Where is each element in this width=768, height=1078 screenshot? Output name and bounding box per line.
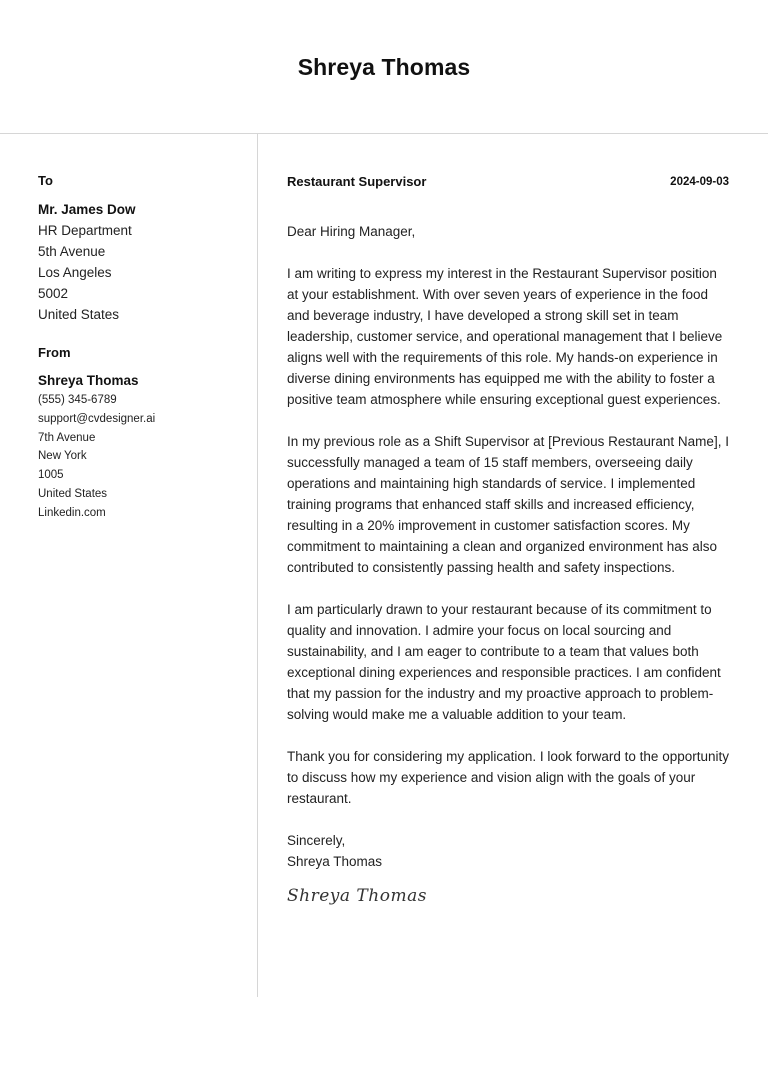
- column-divider: [257, 134, 258, 997]
- recipient-city: Los Angeles: [38, 265, 112, 280]
- greeting: Dear Hiring Manager,: [287, 224, 416, 239]
- recipient-label: To: [38, 173, 53, 188]
- paragraph-2: In my previous role as a Shift Supervisor at [Previous Restaurant Name], I successfully managed a team of 15 staff members, overseeing daily operations and maintaining high standards of service. I implemented training programs that enhanced staff skills and increased efficiency, resulting in a 20% improvement in customer satisfaction scores. My commitment to maintaining a clean and organized environment has also contributed to consistently passing health and safety inspections.: [287, 434, 729, 575]
- sidebar: [38, 170, 243, 523]
- sender-street: 7th Avenue: [38, 431, 96, 444]
- sender-email: support@cvdesigner.ai: [38, 412, 156, 425]
- sender-name: Shreya Thomas: [38, 373, 139, 388]
- sender-label: From: [38, 345, 71, 360]
- signature: Shreya Thomas: [287, 886, 427, 906]
- job-title: Restaurant Supervisor: [287, 174, 427, 189]
- sender-country: United States: [38, 487, 108, 500]
- letter-header-row: [287, 170, 729, 194]
- sender-linkedin: Linkedin.com: [38, 506, 106, 519]
- recipient-zip: 5002: [38, 286, 69, 301]
- paragraph-1: I am writing to express my interest in the Restaurant Supervisor position at your establishment. With over seven years of experience in the food and beverage industry, I have developed a strong skill set in team leadership, customer service, and operational management that I believe aligns well with the requirements of this role. My hands-on experience in diverse dining environments has equipped me with the ability to foster a positive team atmosphere while ensuring exceptional guest experiences.: [287, 266, 723, 407]
- letter-body: [287, 170, 729, 908]
- recipient-street: 5th Avenue: [38, 244, 106, 259]
- paragraph-4: Thank you for considering my application. I look forward to the opportunity to discuss how my experience and vision align with the goals of your restaurant.: [287, 749, 729, 806]
- paragraph-3: I am particularly drawn to your restaurant because of its commitment to quality and innovation. I admire your focus on local sourcing and sustainability, and I am eager to contribute to a team that values both exceptional dining experiences and responsible practices. I am confident that my passion for the industry and my proactive approach to problem-solving would make me a valuable addition to your team.: [287, 602, 721, 722]
- letter-date: 2024-09-03: [670, 176, 729, 188]
- sender-city: New York: [38, 450, 87, 463]
- recipient-country: United States: [38, 307, 120, 322]
- recipient-name: Mr. James Dow: [38, 202, 136, 217]
- header-divider: [0, 133, 768, 134]
- sender-zip: 1005: [38, 469, 64, 482]
- closing: Sincerely,: [287, 833, 346, 848]
- closing-name: Shreya Thomas: [287, 854, 383, 869]
- recipient-department: HR Department: [38, 223, 132, 238]
- page-title: Shreya Thomas: [297, 54, 471, 80]
- sender-phone: (555) 345-6789: [38, 394, 117, 406]
